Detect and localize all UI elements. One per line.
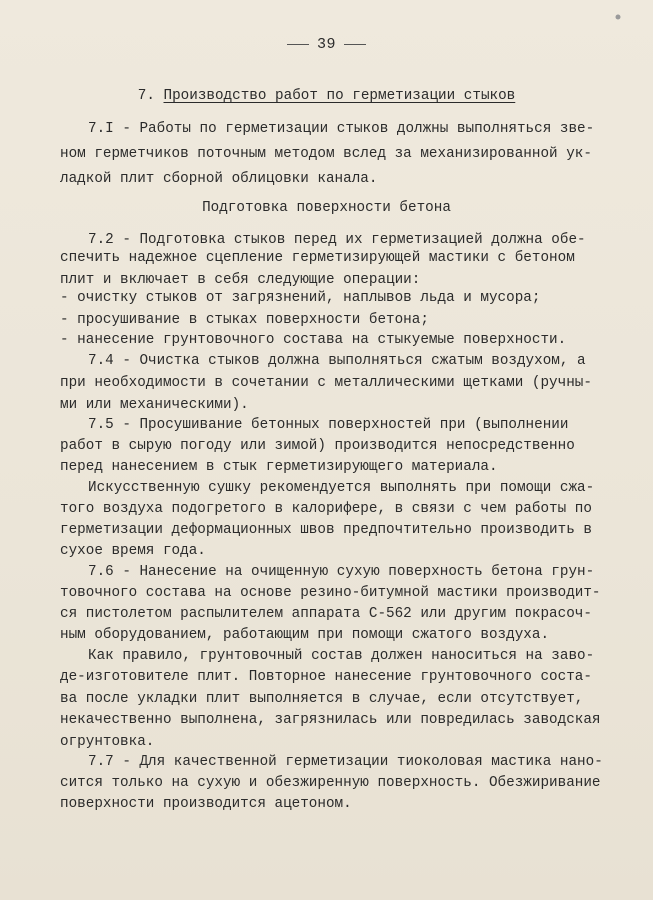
text-line: 7.4 - Очистка стыков должна выполняться сжатым воздухом, а <box>88 353 586 369</box>
text-line: ва после укладки плит выполняется в случае, если отсутствует, <box>60 691 584 707</box>
text-line: герметизации деформационных швов предпочтительно производить в <box>60 522 592 538</box>
text-line: де-изготовителе плит. Повторное нанесение грунтовочного соста- <box>60 669 592 685</box>
text-line: того воздуха подогретого в калорифере, в связи с чем работы по <box>60 501 592 517</box>
page-number-dash-right <box>344 44 366 45</box>
section-heading-title: Производство работ по герметизации стыков <box>163 88 516 104</box>
text-line: поверхности производится ацетоном. <box>60 796 352 812</box>
corner-mark-icon <box>613 12 623 22</box>
text-line: спечить надежное сцепление герметизирующей мастики с бетоном <box>60 250 575 266</box>
text-line: ном герметчиков поточным методом вслед за механизированной ук- <box>60 146 592 162</box>
text-line: ся пистолетом распылителем аппарата С-562 или другим покрасоч- <box>60 606 592 622</box>
page-number <box>0 36 653 53</box>
text-line: 7.I - Работы по герметизации стыков должны выполняться зве- <box>88 121 595 137</box>
list-item: - просушивание в стыках поверхности бетона; <box>60 312 429 328</box>
text-line: ным оборудованием, работающим при помощи сжатого воздуха. <box>60 627 550 643</box>
text-line: сухое время года. <box>60 543 206 559</box>
page-number-dash-left <box>287 44 309 45</box>
text-line: некачественно выполнена, загрязнилась или повредилась заводская <box>60 712 601 728</box>
text-line: работ в сырую погоду или зимой) производится непосредственно <box>60 438 575 454</box>
text-line: 7.2 - Подготовка стыков перед их герметизацией должна обе- <box>88 232 586 248</box>
text-line: сится только на сухую и обезжиренную поверхность. Обезжиривание <box>60 775 601 791</box>
text-line: Искусственную сушку рекомендуется выполнять при помощи сжа- <box>88 480 595 496</box>
text-line: огрунтовка. <box>60 734 155 750</box>
list-item: - нанесение грунтовочного состава на стыкуемые поверхности. <box>60 332 567 348</box>
text-line: товочного состава на основе резино-битумной мастики производит- <box>60 585 601 601</box>
section-heading-number: 7. <box>137 88 155 104</box>
text-line: 7.6 - Нанесение на очищенную сухую поверхность бетона грун- <box>88 564 595 580</box>
text-line: ми или механическими). <box>60 397 249 413</box>
list-item: - очистку стыков от загрязнений, наплывов льда и мусора; <box>60 290 541 306</box>
text-line: 7.5 - Просушивание бетонных поверхностей при (выполнении <box>88 417 569 433</box>
text-line: 7.7 - Для качественной герметизации тиоколовая мастика нано- <box>88 754 603 770</box>
text-line: перед нанесением в стык герметизирующего материала. <box>60 459 498 475</box>
subheading: Подготовка поверхности бетона <box>202 200 451 216</box>
section-heading <box>0 88 653 104</box>
text-line: плит и включает в себя следующие операции: <box>60 272 421 288</box>
text-line: Как правило, грунтовочный состав должен наноситься на заво- <box>88 648 595 664</box>
text-line: ладкой плит сборной облицовки канала. <box>60 171 378 187</box>
page-number-value: 39 <box>316 36 336 53</box>
text-line: при необходимости в сочетании с металлическими щетками (ручны- <box>60 375 592 391</box>
